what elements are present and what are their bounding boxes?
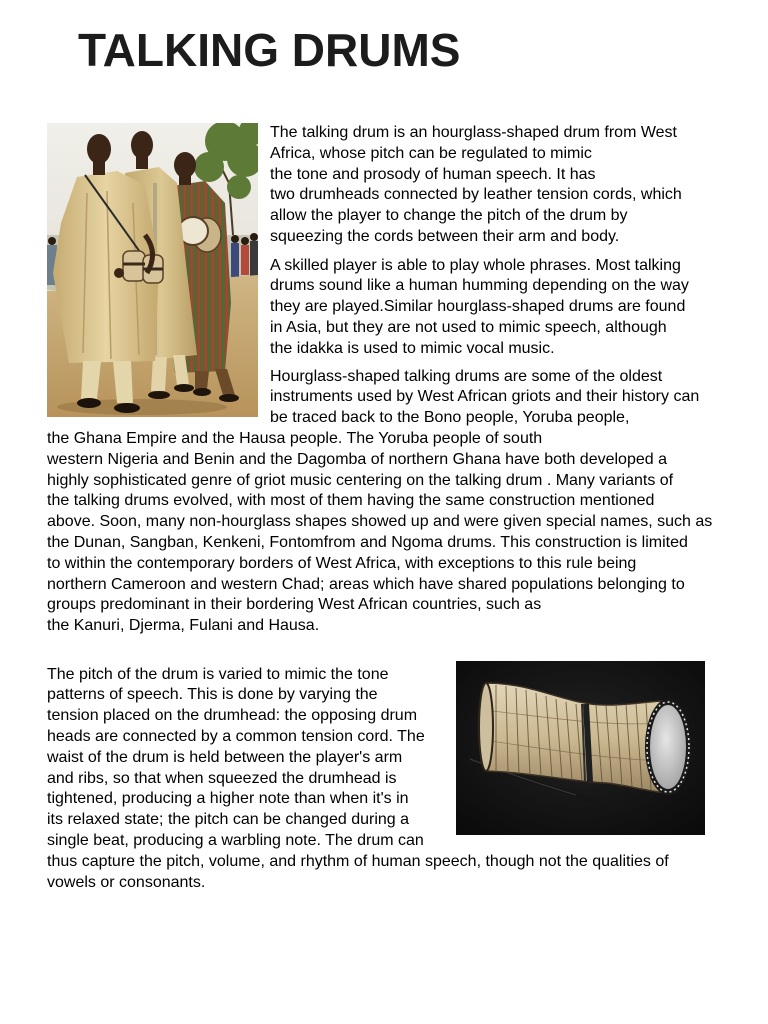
text-line: the Dunan, Sangban, Kenkeni, Fontomfrom and Ngoma drums. This construction is limited — [47, 533, 688, 551]
text-line: thus capture the pitch, volume, and rhythm of human speech, though not the qualities of — [47, 852, 669, 870]
text-line: the Kanuri, Djerma, Fulani and Hausa. — [47, 617, 320, 635]
text-line: The pitch of the drum is varied to mimic the tone — [47, 665, 389, 683]
text-line: and ribs, so that when squeezed the drumhead is — [47, 769, 397, 787]
text-line: the idakka is used to mimic vocal music. — [270, 339, 555, 357]
text-line: the talking drums evolved, with most of them having the same construction mentioned — [47, 492, 655, 510]
talking-drum-illustration — [456, 661, 705, 835]
text-line: its relaxed state; the pitch can be changed during a — [47, 811, 410, 829]
text-line: to within the contemporary borders of West Africa, with exceptions to this rule being — [47, 554, 637, 572]
text-line: be traced back to the Bono people, Yoruba people, — [270, 409, 630, 427]
text-line: A skilled player is able to play whole phrases. Most talking — [270, 256, 681, 274]
paragraph-skilled-player — [270, 256, 689, 360]
text-line: The talking drum is an hourglass-shaped drum from West — [270, 124, 677, 141]
text-line: the Ghana Empire and the Hausa people. The Yoruba people of south — [47, 429, 543, 447]
text-line: Hourglass-shaped talking drums are some of the oldest — [270, 367, 663, 385]
text-line: heads are connected by a common tension cord. The — [47, 727, 425, 745]
text-line: tension placed on the drumhead: the opposing drum — [47, 707, 418, 725]
text-line: Africa, whose pitch can be regulated to mimic — [270, 144, 592, 162]
text-line: squeezing the cords between their arm and body. — [270, 227, 620, 245]
talking-drum-photo — [456, 661, 705, 835]
text-line: they are played.Similar hourglass-shaped drums are found — [270, 298, 686, 316]
text-line: drums sound like a human humming depending on the way — [270, 277, 689, 295]
text-line: vowels or consonants. — [47, 873, 206, 891]
paragraph-intro — [270, 123, 682, 248]
text-line: above. Soon, many non-hourglass shapes showed up and were given special names, such as — [47, 513, 713, 531]
text-line: the tone and prosody of human speech. It has — [270, 165, 596, 183]
text-line: patterns of speech. This is done by varying the — [47, 686, 378, 704]
paragraph-history — [47, 367, 712, 637]
text-line: northern Cameroon and western Chad; areas which have shared populations belonging to — [47, 575, 685, 593]
text-line: highly sophisticated genre of griot music centering on the talking drum . Many variants of — [47, 471, 674, 489]
text-line: groups predominant in their bordering West African countries, such as — [47, 596, 542, 614]
page-title: TALKING DRUMS — [78, 24, 461, 76]
text-line: instruments used by West African griots and their history can — [270, 388, 700, 406]
text-line: in Asia, but they are not used to mimic speech, although — [270, 318, 667, 336]
text-line: waist of the drum is held between the player's arm — [47, 748, 403, 766]
text-line: two drumheads connected by leather tension cords, which — [270, 186, 682, 204]
text-line: western Nigeria and Benin and the Dagomba of northern Ghana have both developed a — [47, 450, 667, 468]
text-line: single beat, producing a warbling note. The drum can — [47, 831, 424, 849]
text-line: tightened, producing a higher note than when it's in — [47, 790, 409, 808]
text-line: allow the player to change the pitch of the drum by — [270, 207, 628, 225]
